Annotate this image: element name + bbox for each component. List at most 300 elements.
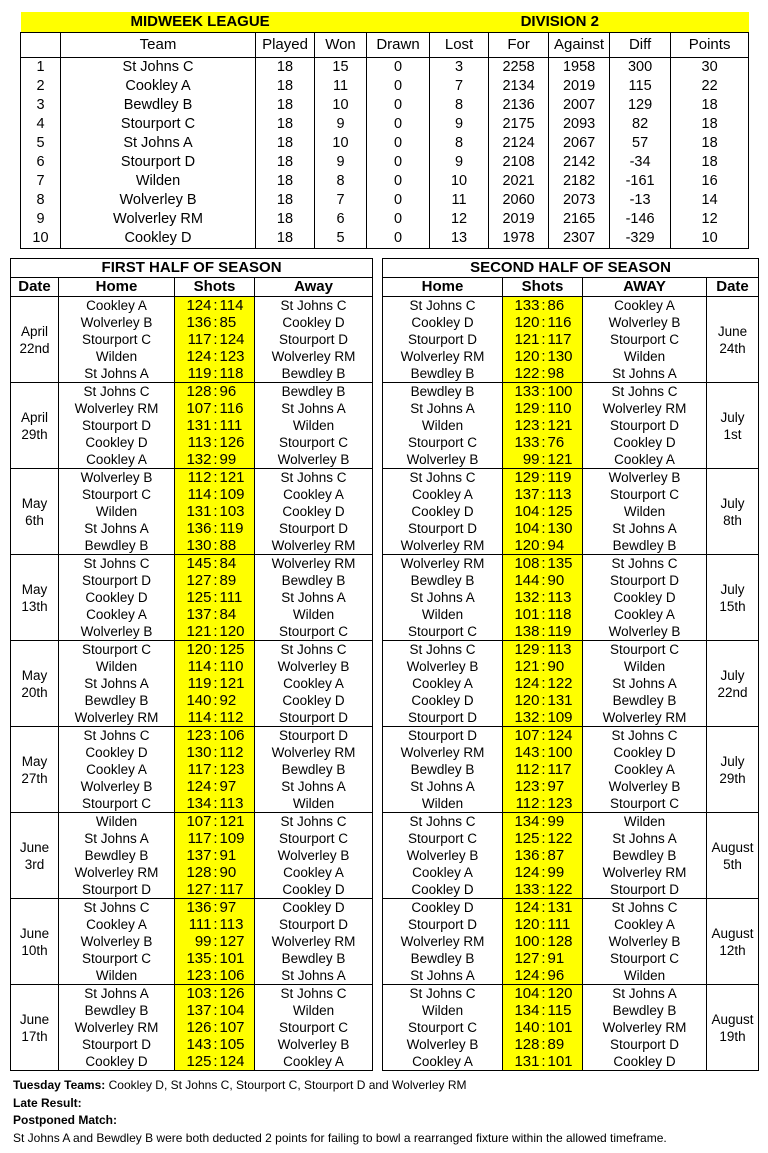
home-shots: 123 xyxy=(175,967,213,985)
fixture-row xyxy=(11,985,373,1003)
home-team: Cookley D xyxy=(59,589,175,606)
team-name: Wolverley B xyxy=(61,191,256,210)
score-separator: : xyxy=(541,795,546,812)
fixture-row xyxy=(11,520,373,537)
home-team: Cookley D xyxy=(383,899,503,917)
home-team: Cookley A xyxy=(383,675,503,692)
score-separator: : xyxy=(541,744,546,761)
score-separator: : xyxy=(213,537,218,554)
score-separator: : xyxy=(541,400,546,417)
home-shots: 129 xyxy=(503,400,541,417)
score-separator: : xyxy=(213,709,218,726)
home-team: Stourport C xyxy=(383,1019,503,1036)
fixture-row xyxy=(11,434,373,451)
fixture-row xyxy=(11,331,373,348)
score-separator: : xyxy=(541,297,546,314)
score-separator: : xyxy=(541,813,546,830)
away-shots: 101 xyxy=(547,1019,583,1036)
league-row xyxy=(21,115,749,134)
home-shots: 112 xyxy=(503,761,541,778)
home-shots: 135 xyxy=(175,950,213,967)
away-team: Wolverley RM xyxy=(255,555,373,573)
league-cell: 2019 xyxy=(489,210,549,229)
date-day: 10th xyxy=(21,942,48,958)
home-team: Cookley A xyxy=(59,297,175,315)
fixture-row xyxy=(11,348,373,365)
league-cell: 2060 xyxy=(489,191,549,210)
score-separator: : xyxy=(213,658,218,675)
score-separator: : xyxy=(213,486,218,503)
away-team: Cookley D xyxy=(255,899,373,917)
team-name: St Johns A xyxy=(61,134,256,153)
league-cell: 14 xyxy=(671,191,749,210)
away-shots: 88 xyxy=(219,537,255,555)
second-half-body xyxy=(383,297,759,1071)
second-half-fixtures xyxy=(382,258,759,1071)
fixture-date xyxy=(707,727,759,813)
away-team: Cookley D xyxy=(583,744,707,761)
fixture-row xyxy=(11,933,373,950)
fixture-row xyxy=(11,813,373,831)
league-cell: 2175 xyxy=(489,115,549,134)
home-shots: 143 xyxy=(175,1036,213,1053)
home-shots: 112 xyxy=(175,469,213,487)
home-team: Wolverley RM xyxy=(383,744,503,761)
score-separator: : xyxy=(541,1002,546,1019)
league-cell: 3 xyxy=(430,58,489,78)
home-shots: 134 xyxy=(175,795,213,813)
away-team: St Johns A xyxy=(255,778,373,795)
fixture-row xyxy=(11,641,373,659)
score-separator: : xyxy=(213,417,218,434)
fixture-date xyxy=(707,641,759,727)
away-shots: 100 xyxy=(547,744,583,761)
fixture-row xyxy=(383,795,759,813)
away-shots: 113 xyxy=(547,486,583,503)
home-team: Wolverley RM xyxy=(59,1019,175,1036)
home-team: Cookley A xyxy=(59,451,175,469)
away-shots: 116 xyxy=(219,400,255,417)
fixture-row xyxy=(383,417,759,434)
league-header-cell: Lost xyxy=(430,33,489,58)
fixture-row xyxy=(11,1053,373,1071)
home-shots: 124 xyxy=(503,675,541,692)
league-cell: 129 xyxy=(610,96,671,115)
home-team: Stourport C xyxy=(59,641,175,659)
home-team: Cookley A xyxy=(383,1053,503,1071)
fixture-row xyxy=(383,727,759,745)
away-shots: 85 xyxy=(219,314,255,331)
home-team: Wilden xyxy=(59,503,175,520)
home-team: Wolverley B xyxy=(59,933,175,950)
away-shots: 127 xyxy=(219,933,255,950)
score-separator: : xyxy=(541,589,546,606)
home-team: Wolverley B xyxy=(59,469,175,487)
home-shots: 130 xyxy=(175,537,213,555)
home-team: Bewdley B xyxy=(59,1002,175,1019)
away-shots: 116 xyxy=(547,314,583,331)
home-shots: 121 xyxy=(503,658,541,675)
away-shots: 97 xyxy=(219,778,255,795)
fixture-row xyxy=(383,658,759,675)
date-month: July xyxy=(720,667,745,683)
league-cell: 18 xyxy=(256,229,315,249)
home-shots: 113 xyxy=(175,434,213,451)
home-shots: 120 xyxy=(503,692,541,709)
league-header-cell: Drawn xyxy=(367,33,430,58)
score-separator: : xyxy=(213,331,218,348)
away-team: Wolverley RM xyxy=(255,537,373,555)
fixture-row xyxy=(11,675,373,692)
away-team: Bewdley B xyxy=(583,1002,707,1019)
fixture-row xyxy=(11,899,373,917)
away-shots: 120 xyxy=(219,623,255,641)
fixture-row xyxy=(11,589,373,606)
league-cell: 0 xyxy=(367,153,430,172)
home-shots: 107 xyxy=(175,400,213,417)
home-team: Wilden xyxy=(59,658,175,675)
away-shots: 99 xyxy=(219,451,255,469)
fixture-row xyxy=(11,778,373,795)
away-team: Stourport C xyxy=(255,623,373,641)
home-team: St Johns A xyxy=(383,967,503,985)
home-shots: 125 xyxy=(175,1053,213,1071)
date-month: April xyxy=(20,323,48,339)
away-shots: 117 xyxy=(547,761,583,778)
date-month: July xyxy=(720,495,745,511)
away-shots: 106 xyxy=(219,967,255,985)
away-shots: 112 xyxy=(219,709,255,727)
home-shots: 121 xyxy=(503,331,541,348)
league-cell: 2021 xyxy=(489,172,549,191)
league-cell: 18 xyxy=(256,58,315,78)
home-team: Wolverley B xyxy=(59,623,175,641)
home-shots: 117 xyxy=(175,761,213,778)
fixture-row xyxy=(383,709,759,727)
home-shots: 136 xyxy=(175,899,213,917)
away-team: St Johns C xyxy=(255,469,373,487)
fixture-row xyxy=(383,1002,759,1019)
fixture-row xyxy=(383,537,759,555)
away-shots: 92 xyxy=(219,692,255,709)
fixture-row xyxy=(383,434,759,451)
away-team: Stourport C xyxy=(255,1019,373,1036)
fixture-row xyxy=(383,297,759,315)
home-shots: 119 xyxy=(175,675,213,692)
league-cell: 0 xyxy=(367,191,430,210)
date-day: 6th xyxy=(25,512,44,528)
fixture-row xyxy=(383,520,759,537)
score-separator: : xyxy=(213,881,218,898)
league-cell: 5 xyxy=(315,229,367,249)
away-team: Stourport C xyxy=(255,434,373,451)
away-shots: 119 xyxy=(547,469,583,487)
league-cell: 18 xyxy=(671,96,749,115)
league-cell: 3 xyxy=(21,96,61,115)
home-team: Wolverley RM xyxy=(383,555,503,573)
fixture-date xyxy=(11,727,59,813)
home-shots: 140 xyxy=(175,692,213,709)
league-cell: -329 xyxy=(610,229,671,249)
away-shots: 101 xyxy=(219,950,255,967)
away-shots: 113 xyxy=(547,641,583,659)
fixture-date xyxy=(11,641,59,727)
league-cell: 0 xyxy=(367,134,430,153)
away-shots: 117 xyxy=(547,331,583,348)
score-separator: : xyxy=(541,469,546,486)
home-shots: 136 xyxy=(503,847,541,864)
home-team: Stourport C xyxy=(383,623,503,641)
away-team: Wolverley RM xyxy=(583,864,707,881)
away-team: St Johns A xyxy=(255,967,373,985)
away-shots: 114 xyxy=(219,297,255,315)
away-team: St Johns A xyxy=(583,520,707,537)
league-cell: 2165 xyxy=(549,210,610,229)
fixture-row xyxy=(11,314,373,331)
league-header-cell: Won xyxy=(315,33,367,58)
fixture-date xyxy=(11,899,59,985)
score-separator: : xyxy=(541,658,546,675)
league-cell: 12 xyxy=(671,210,749,229)
score-separator: : xyxy=(541,537,546,554)
away-shots: 98 xyxy=(547,365,583,383)
home-team: Wilden xyxy=(59,967,175,985)
fixture-date xyxy=(707,555,759,641)
home-shots: 129 xyxy=(503,641,541,659)
away-team: St Johns C xyxy=(583,383,707,401)
away-team: Cookley A xyxy=(255,1053,373,1071)
league-cell: 0 xyxy=(367,115,430,134)
home-shots: 114 xyxy=(175,709,213,727)
fixture-row xyxy=(383,589,759,606)
home-team: St Johns C xyxy=(59,555,175,573)
league-cell: 0 xyxy=(367,96,430,115)
home-shots: 138 xyxy=(503,623,541,641)
home-team: St Johns C xyxy=(383,985,503,1003)
home-shots: 117 xyxy=(175,830,213,847)
away-shots: 122 xyxy=(547,675,583,692)
league-title: MIDWEEK LEAGUE xyxy=(21,12,489,33)
away-team: Wolverley RM xyxy=(255,348,373,365)
home-shots: 132 xyxy=(175,451,213,469)
league-cell: 11 xyxy=(430,191,489,210)
away-team: Stourport D xyxy=(255,520,373,537)
home-shots: 127 xyxy=(503,950,541,967)
home-shots: 128 xyxy=(503,1036,541,1053)
home-team: Wolverley B xyxy=(59,778,175,795)
league-cell: 18 xyxy=(256,172,315,191)
away-shots: 99 xyxy=(547,813,583,831)
league-cell: 6 xyxy=(21,153,61,172)
home-team: Stourport D xyxy=(383,709,503,727)
league-cell: 18 xyxy=(256,191,315,210)
score-separator: : xyxy=(213,967,218,984)
fixture-row xyxy=(11,864,373,881)
away-team: Bewdley B xyxy=(583,847,707,864)
fixture-row xyxy=(383,623,759,641)
away-team: Bewdley B xyxy=(255,572,373,589)
league-table xyxy=(20,12,749,249)
score-separator: : xyxy=(213,864,218,881)
away-shots: 109 xyxy=(547,709,583,727)
league-cell: 10 xyxy=(430,172,489,191)
home-team: St Johns A xyxy=(59,675,175,692)
team-name: Stourport C xyxy=(61,115,256,134)
fixture-date xyxy=(707,469,759,555)
home-team: Stourport D xyxy=(59,572,175,589)
league-row xyxy=(21,210,749,229)
home-team: Wilden xyxy=(383,795,503,813)
away-shots: 118 xyxy=(547,606,583,623)
score-separator: : xyxy=(213,916,218,933)
league-cell: 2182 xyxy=(549,172,610,191)
fixture-row xyxy=(383,950,759,967)
away-team: Bewdley B xyxy=(255,365,373,383)
home-team: Stourport C xyxy=(59,331,175,348)
away-shots: 97 xyxy=(219,899,255,917)
score-separator: : xyxy=(541,623,546,640)
fixture-row xyxy=(11,400,373,417)
date-day: 29th xyxy=(21,426,48,442)
league-cell: 11 xyxy=(315,77,367,96)
shots-header: Shots xyxy=(175,278,255,297)
league-cell: 18 xyxy=(256,210,315,229)
date-day: 19th xyxy=(719,1028,746,1044)
away-team: St Johns C xyxy=(255,641,373,659)
score-separator: : xyxy=(541,916,546,933)
home-shots: 136 xyxy=(175,520,213,537)
home-team: Cookley D xyxy=(383,692,503,709)
fixture-row xyxy=(383,847,759,864)
fixture-row xyxy=(11,383,373,401)
league-cell: -34 xyxy=(610,153,671,172)
league-header-cell xyxy=(21,33,61,58)
score-separator: : xyxy=(213,589,218,606)
fixture-row xyxy=(383,606,759,623)
league-cell: 18 xyxy=(256,115,315,134)
fixture-row xyxy=(383,555,759,573)
league-cell: 8 xyxy=(21,191,61,210)
league-cell: 7 xyxy=(21,172,61,191)
away-shots: 113 xyxy=(219,795,255,813)
away-team: Stourport C xyxy=(583,795,707,813)
league-cell: 9 xyxy=(21,210,61,229)
fixture-row xyxy=(11,417,373,434)
away-team: St Johns C xyxy=(583,555,707,573)
score-separator: : xyxy=(541,1019,546,1036)
league-row xyxy=(21,153,749,172)
away-team: Wilden xyxy=(255,1002,373,1019)
away-shots: 109 xyxy=(219,830,255,847)
home-team: St Johns C xyxy=(383,813,503,831)
score-separator: : xyxy=(213,761,218,778)
away-shots: 107 xyxy=(219,1019,255,1036)
home-shots: 127 xyxy=(175,881,213,899)
fixture-row xyxy=(11,830,373,847)
home-team: Cookley D xyxy=(59,744,175,761)
away-shots: 130 xyxy=(547,520,583,537)
home-team: Cookley A xyxy=(59,606,175,623)
home-team: Stourport D xyxy=(383,331,503,348)
away-shots: 123 xyxy=(547,795,583,813)
fixture-row xyxy=(11,469,373,487)
league-cell: 18 xyxy=(256,77,315,96)
away-team: St Johns C xyxy=(583,727,707,745)
away-shots: 104 xyxy=(219,1002,255,1019)
fixture-row xyxy=(383,692,759,709)
league-cell: 4 xyxy=(21,115,61,134)
away-team: St Johns A xyxy=(255,400,373,417)
home-shots: 108 xyxy=(503,555,541,573)
home-shots: 131 xyxy=(175,417,213,434)
away-shots: 117 xyxy=(219,881,255,899)
away-shots: 91 xyxy=(219,847,255,864)
league-cell: 15 xyxy=(315,58,367,78)
score-separator: : xyxy=(213,899,218,916)
home-team: St Johns A xyxy=(383,778,503,795)
fixture-row xyxy=(11,572,373,589)
home-shots: 104 xyxy=(503,985,541,1003)
fixture-row xyxy=(383,486,759,503)
home-shots: 134 xyxy=(503,1002,541,1019)
fixture-row xyxy=(11,451,373,469)
home-team: St Johns C xyxy=(383,469,503,487)
date-month: July xyxy=(720,409,745,425)
away-team: Stourport D xyxy=(255,727,373,745)
away-team: Wilden xyxy=(255,606,373,623)
fixture-row xyxy=(11,486,373,503)
away-team: Cookley D xyxy=(255,314,373,331)
score-separator: : xyxy=(541,434,546,451)
home-team: Stourport C xyxy=(59,795,175,813)
home-shots: 123 xyxy=(175,727,213,745)
away-team: Cookley A xyxy=(583,916,707,933)
away-shots: 84 xyxy=(219,606,255,623)
league-cell: 5 xyxy=(21,134,61,153)
date-month: August xyxy=(711,1011,754,1027)
league-row xyxy=(21,77,749,96)
away-shots: 76 xyxy=(547,434,583,451)
score-separator: : xyxy=(541,641,546,658)
date-day: 13th xyxy=(21,598,48,614)
home-team: St Johns A xyxy=(59,365,175,383)
fixture-row xyxy=(11,916,373,933)
home-team: Cookley D xyxy=(59,1053,175,1071)
home-team: Wolverley RM xyxy=(383,537,503,555)
score-separator: : xyxy=(213,795,218,812)
fixture-row xyxy=(11,744,373,761)
away-shots: 131 xyxy=(547,692,583,709)
home-shots: 117 xyxy=(175,331,213,348)
score-separator: : xyxy=(213,692,218,709)
home-shots: 120 xyxy=(503,916,541,933)
home-shots: 125 xyxy=(175,589,213,606)
away-team: Wolverley RM xyxy=(255,744,373,761)
score-separator: : xyxy=(541,555,546,572)
fixture-row xyxy=(383,916,759,933)
score-separator: : xyxy=(213,383,218,400)
score-separator: : xyxy=(213,469,218,486)
score-separator: : xyxy=(213,434,218,451)
away-team: Stourport D xyxy=(583,1036,707,1053)
home-shots: 132 xyxy=(503,589,541,606)
home-shots: 125 xyxy=(503,830,541,847)
home-shots: 103 xyxy=(175,985,213,1003)
notes xyxy=(13,1077,758,1147)
home-shots: 137 xyxy=(503,486,541,503)
league-row xyxy=(21,191,749,210)
fixture-row xyxy=(11,297,373,315)
